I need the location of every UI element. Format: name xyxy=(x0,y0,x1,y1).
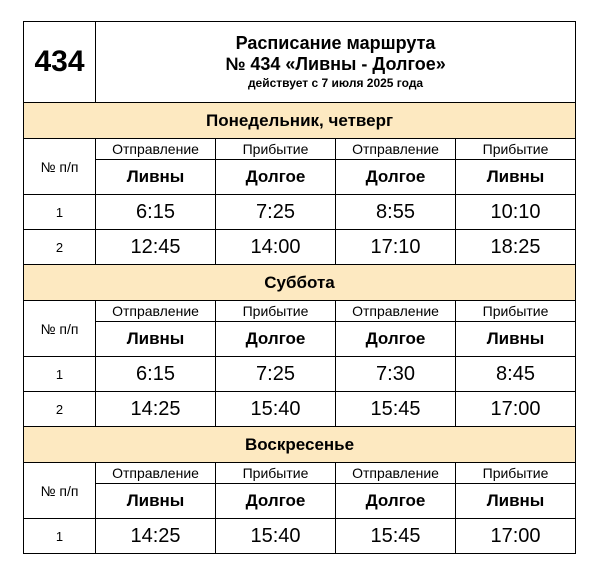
column-header-departure: Отправление xyxy=(96,139,216,160)
column-header-npp: № п/п xyxy=(24,139,96,195)
title-line-1: Расписание маршрута xyxy=(235,33,436,54)
stop-names-row xyxy=(24,322,576,357)
title-validity: действует с 7 июля 2025 года xyxy=(247,75,424,90)
trip-time: 8:55 xyxy=(336,195,456,230)
day-heading-row xyxy=(24,427,576,463)
trip-number: 1 xyxy=(24,357,96,392)
column-header-arrival: Прибытие xyxy=(456,463,576,484)
trip-time: 7:25 xyxy=(216,357,336,392)
trip-time: 17:10 xyxy=(336,230,456,265)
trip-time: 14:25 xyxy=(96,519,216,554)
day-heading: Понедельник, четверг xyxy=(24,103,576,139)
stop-name: Долгое xyxy=(216,160,336,195)
column-type-row xyxy=(24,301,576,322)
trip-time: 17:00 xyxy=(456,519,576,554)
stop-name: Долгое xyxy=(336,322,456,357)
stop-name: Ливны xyxy=(96,322,216,357)
trip-time: 17:00 xyxy=(456,392,576,427)
column-header-arrival: Прибытие xyxy=(456,301,576,322)
stop-names-row xyxy=(24,160,576,195)
trip-time: 7:25 xyxy=(216,195,336,230)
column-header-departure: Отправление xyxy=(336,139,456,160)
stop-name: Долгое xyxy=(216,322,336,357)
trip-time: 12:45 xyxy=(96,230,216,265)
column-header-arrival: Прибытие xyxy=(456,139,576,160)
trip-number: 1 xyxy=(24,519,96,554)
table-row xyxy=(24,519,576,554)
day-heading: Суббота xyxy=(24,265,576,301)
column-header-departure: Отправление xyxy=(96,463,216,484)
day-heading-row xyxy=(24,103,576,139)
table-row xyxy=(24,357,576,392)
trip-time: 14:00 xyxy=(216,230,336,265)
stop-name: Долгое xyxy=(336,484,456,519)
trip-time: 15:45 xyxy=(336,392,456,427)
header-row xyxy=(24,22,576,103)
trip-time: 6:15 xyxy=(96,357,216,392)
trip-time: 6:15 xyxy=(96,195,216,230)
table-row xyxy=(24,230,576,265)
trip-time: 10:10 xyxy=(456,195,576,230)
trip-time: 15:40 xyxy=(216,519,336,554)
column-header-departure: Отправление xyxy=(336,301,456,322)
column-header-departure: Отправление xyxy=(336,463,456,484)
title-line-2: № 434 «Ливны - Долгое» xyxy=(225,54,446,75)
schedule-table xyxy=(23,21,576,554)
stop-name: Ливны xyxy=(96,160,216,195)
table-row xyxy=(24,392,576,427)
column-header-arrival: Прибытие xyxy=(216,301,336,322)
trip-number: 2 xyxy=(24,392,96,427)
stop-name: Долгое xyxy=(336,160,456,195)
route-number: 434 xyxy=(24,22,96,103)
column-type-row xyxy=(24,139,576,160)
schedule-title xyxy=(96,22,576,103)
column-header-departure: Отправление xyxy=(96,301,216,322)
column-header-arrival: Прибытие xyxy=(216,139,336,160)
day-heading-row xyxy=(24,265,576,301)
stop-names-row xyxy=(24,484,576,519)
table-row xyxy=(24,195,576,230)
trip-time: 15:40 xyxy=(216,392,336,427)
trip-time: 15:45 xyxy=(336,519,456,554)
stop-name: Ливны xyxy=(456,484,576,519)
day-heading: Воскресенье xyxy=(24,427,576,463)
column-header-arrival: Прибытие xyxy=(216,463,336,484)
trip-time: 14:25 xyxy=(96,392,216,427)
trip-number: 1 xyxy=(24,195,96,230)
stop-name: Ливны xyxy=(96,484,216,519)
trip-time: 18:25 xyxy=(456,230,576,265)
trip-time: 8:45 xyxy=(456,357,576,392)
stop-name: Долгое xyxy=(216,484,336,519)
stop-name: Ливны xyxy=(456,322,576,357)
column-type-row xyxy=(24,463,576,484)
trip-time: 7:30 xyxy=(336,357,456,392)
trip-number: 2 xyxy=(24,230,96,265)
column-header-npp: № п/п xyxy=(24,463,96,519)
column-header-npp: № п/п xyxy=(24,301,96,357)
stop-name: Ливны xyxy=(456,160,576,195)
